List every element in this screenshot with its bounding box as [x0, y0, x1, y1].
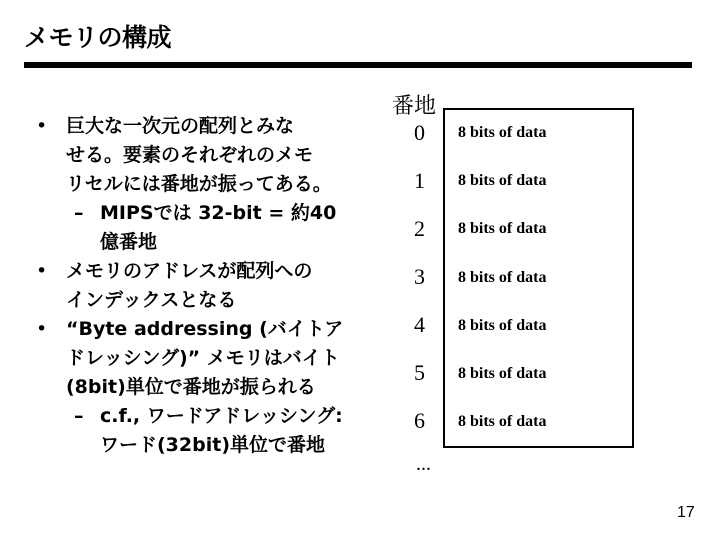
- bullet-line: ワード(32bit)単位で番地: [100, 434, 326, 456]
- address-label: 4: [414, 312, 425, 337]
- address-label: 0: [414, 120, 425, 145]
- bullet-list: [32, 112, 392, 460]
- memory-cell: 8 bits of data: [458, 317, 547, 334]
- bullet-line: せる。要素のそれぞれのメモ: [66, 144, 314, 166]
- memory-cell: 8 bits of data: [458, 413, 547, 430]
- address-header: 番地: [392, 94, 437, 119]
- bullet-marker: •: [36, 115, 48, 137]
- bullet-item-index: [32, 257, 392, 315]
- address-label: 3: [414, 264, 425, 289]
- address-label: 5: [414, 360, 425, 385]
- bullet-line: “Byte addressing (バイトア: [66, 318, 344, 340]
- bullet-line: メモリのアドレスが配列への: [66, 260, 313, 282]
- bullet-line: MIPSでは 32-bit = 約40: [100, 202, 337, 224]
- memory-table: [443, 108, 634, 448]
- memory-cell: 8 bits of data: [458, 269, 547, 286]
- bullet-marker: •: [36, 318, 48, 340]
- bullet-line: インデックスとなる: [66, 289, 237, 311]
- bullet-line: (8bit)単位で番地が振られる: [66, 376, 316, 398]
- memory-cell: 8 bits of data: [458, 172, 547, 189]
- slide-title: メモリの構成: [24, 23, 172, 52]
- sub-bullet-item-mips: [32, 199, 392, 257]
- address-label: 6: [414, 408, 425, 433]
- continuation-ellipsis: ...: [416, 453, 431, 475]
- memory-cell: 8 bits of data: [458, 124, 547, 141]
- address-label: 1: [414, 168, 425, 193]
- bullet-line: リセルには番地が振ってある。: [66, 173, 332, 195]
- bullet-line: 億番地: [100, 231, 158, 253]
- bullet-marker: •: [36, 260, 48, 282]
- memory-cell: 8 bits of data: [458, 220, 547, 237]
- title-divider: [24, 62, 692, 68]
- page-number: 17: [677, 504, 695, 521]
- sub-bullet-marker: –: [74, 405, 84, 427]
- bullet-line: ドレッシング)” メモリはバイト: [66, 347, 340, 369]
- address-label: 2: [414, 216, 425, 241]
- bullet-item-byte-addressing: [32, 315, 392, 402]
- sub-bullet-marker: –: [74, 202, 84, 224]
- memory-cell: 8 bits of data: [458, 365, 547, 382]
- bullet-item-array: [32, 112, 392, 199]
- bullet-line: 巨大な一次元の配列とみな: [66, 115, 295, 137]
- sub-bullet-item-word-addressing: [32, 402, 392, 460]
- bullet-line: c.f., ワードアドレッシング:: [100, 405, 343, 427]
